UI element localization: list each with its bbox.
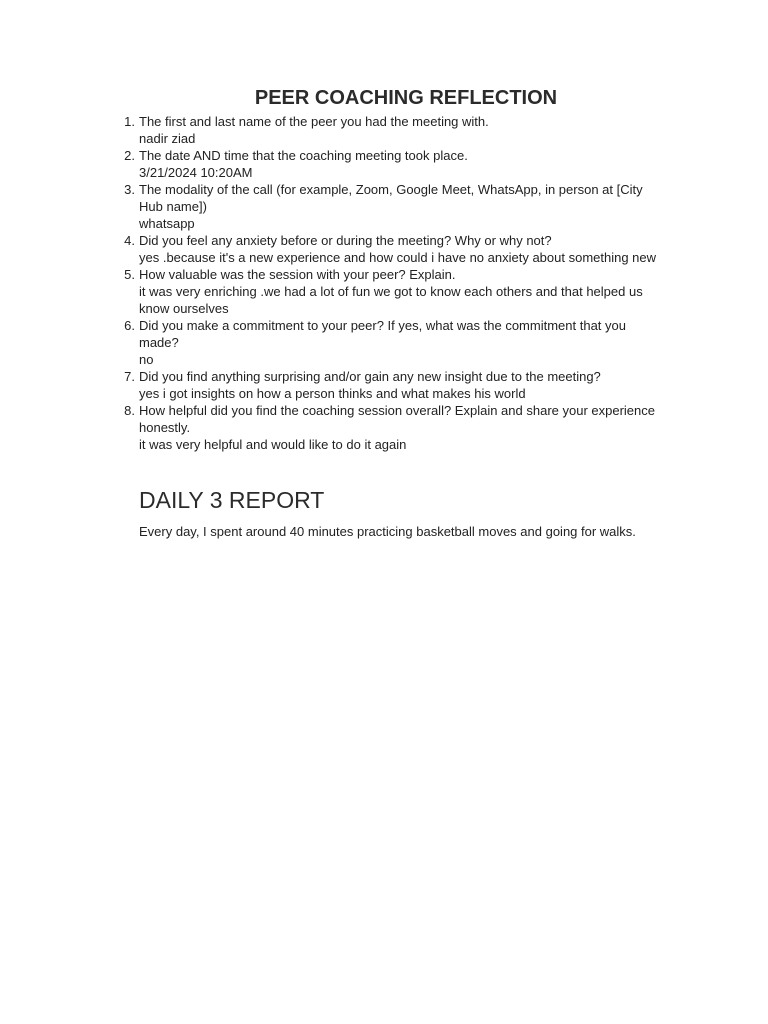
list-item — [124, 402, 669, 453]
list-item — [124, 181, 669, 232]
question-text: The first and last name of the peer you had the meeting with. — [139, 114, 489, 129]
question-number: 2. — [124, 148, 135, 163]
question-text: How helpful did you find the coaching session overall? Explain and share your experience honestly. — [139, 403, 655, 435]
answer-text: whatsapp — [139, 216, 195, 231]
list-item — [124, 232, 669, 266]
answer-text: it was very enriching .we had a lot of fun we got to know each others and that helped us know ourselves — [139, 284, 643, 316]
list-item — [124, 266, 669, 317]
question-number: 3. — [124, 182, 135, 197]
question-text: How valuable was the session with your peer? Explain. — [139, 267, 456, 282]
question-number: 7. — [124, 369, 135, 384]
question-list — [124, 113, 669, 453]
question-text: Did you find anything surprising and/or gain any new insight due to the meeting? — [139, 369, 601, 384]
question-number: 6. — [124, 318, 135, 333]
answer-text: yes i got insights on how a person thinks and what makes his world — [139, 386, 526, 401]
question-number: 8. — [124, 403, 135, 418]
answer-text: yes .because it's a new experience and how could i have no anxiety about something new — [139, 250, 657, 265]
question-number: 1. — [124, 114, 135, 129]
answer-text: it was very helpful and would like to do it again — [139, 437, 407, 452]
list-item — [124, 317, 669, 368]
answer-text: no — [139, 352, 154, 367]
list-item — [124, 147, 669, 181]
daily-report-heading: DAILY 3 REPORT — [139, 487, 325, 513]
question-number: 4. — [124, 233, 135, 248]
question-text: Did you make a commitment to your peer? If yes, what was the commitment that you made? — [139, 318, 626, 350]
question-number: 5. — [124, 267, 135, 282]
list-item — [124, 113, 669, 147]
answer-text: 3/21/2024 10:20AM — [139, 165, 253, 180]
answer-text: nadir ziad — [139, 131, 196, 146]
list-item — [124, 368, 669, 402]
question-text: Did you feel any anxiety before or during the meeting? Why or why not? — [139, 233, 552, 248]
question-text: The modality of the call (for example, Zoom, Google Meet, WhatsApp, in person at [City Hub name]) — [139, 182, 643, 214]
page-title: PEER COACHING REFLECTION — [254, 87, 558, 109]
question-text: The date AND time that the coaching meeting took place. — [139, 148, 468, 163]
daily-report-text: Every day, I spent around 40 minutes practicing basketball moves and going for walks. — [139, 524, 636, 539]
